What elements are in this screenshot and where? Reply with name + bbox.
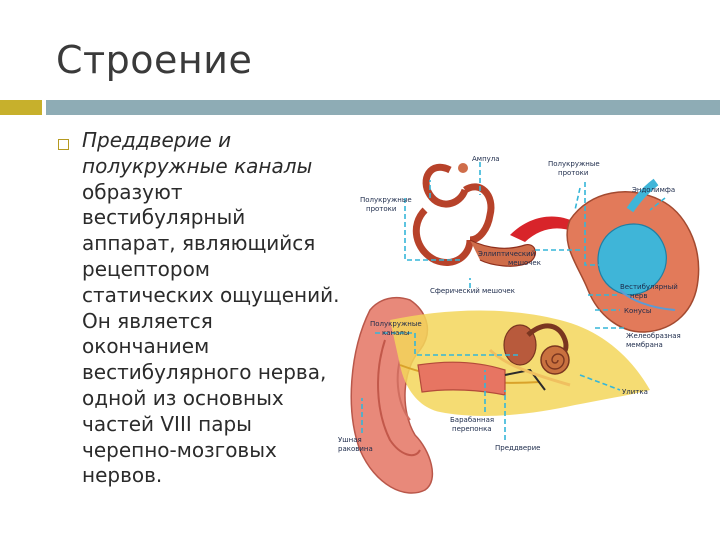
label-ear-shell-2: раковина bbox=[338, 445, 373, 453]
inner-ear-illustration bbox=[330, 150, 720, 510]
slide-title: Строение bbox=[56, 38, 253, 82]
label-gelatinous-membrane: Желеобразная bbox=[626, 332, 681, 340]
bullet-line: статических ощущений. bbox=[82, 282, 340, 307]
label-elliptical-sac: Эллиптический bbox=[478, 250, 536, 258]
bullet-line: Он является bbox=[82, 308, 213, 333]
bullet-text bbox=[82, 128, 372, 489]
bullet-line: одной из основных bbox=[82, 385, 284, 410]
label-gelatinous-membrane-2: мембрана bbox=[626, 341, 663, 349]
bullet-marker-icon bbox=[58, 139, 69, 150]
label-vestibular-nerve: Вестибулярный bbox=[620, 283, 678, 291]
label-semicircular-ducts-top-2: протоки bbox=[558, 169, 589, 177]
label-semicircular-ducts-left: Полукружные bbox=[360, 196, 412, 204]
bullet-line: вестибулярного нерва, bbox=[82, 360, 327, 385]
label-endolymph: Эндолимфа bbox=[632, 186, 676, 194]
label-cochlea: Улитка bbox=[622, 388, 648, 396]
label-spherical-sac: Сферический мешочек bbox=[430, 287, 515, 295]
label-ear-shell: Ушная bbox=[338, 436, 362, 444]
label-tympanic-membrane: Барабанная bbox=[450, 416, 495, 424]
bullet-line: вестибулярный bbox=[82, 205, 246, 230]
label-tympanic-membrane-2: перепонка bbox=[452, 425, 492, 433]
label-ampulla: Ампула bbox=[472, 155, 500, 163]
bullet-line: нервов. bbox=[82, 463, 163, 488]
label-cones: Конусы bbox=[624, 307, 652, 315]
bullet-line: аппарат, являющийся bbox=[82, 231, 316, 256]
bullet-line: рецептором bbox=[82, 256, 210, 281]
ear-canal-drawing bbox=[418, 362, 505, 395]
title-divider-bar bbox=[46, 100, 720, 115]
bullet-line: черепно-мозговых bbox=[82, 437, 277, 462]
label-semicircular-ducts-left-2: протоки bbox=[366, 205, 397, 213]
label-semicircular-ducts-top: Полукружные bbox=[548, 160, 600, 168]
label-vestibule: Преддверие bbox=[495, 444, 541, 452]
bullet-line: частей VIII пары bbox=[82, 411, 252, 436]
bullet-line: Преддверие и bbox=[82, 128, 232, 152]
title-accent-bar bbox=[0, 100, 42, 115]
bullet-line: окончанием bbox=[82, 334, 210, 359]
bullet-line: образуют bbox=[82, 179, 183, 204]
label-vestibular-nerve-2: нерв bbox=[630, 292, 648, 300]
label-elliptical-sac-2: мешочек bbox=[508, 259, 541, 267]
bullet-line: полукружные каналы bbox=[82, 153, 313, 178]
label-semicircular-canals-2: каналы bbox=[382, 329, 410, 337]
label-semicircular-canals: Полукружные bbox=[370, 320, 422, 328]
